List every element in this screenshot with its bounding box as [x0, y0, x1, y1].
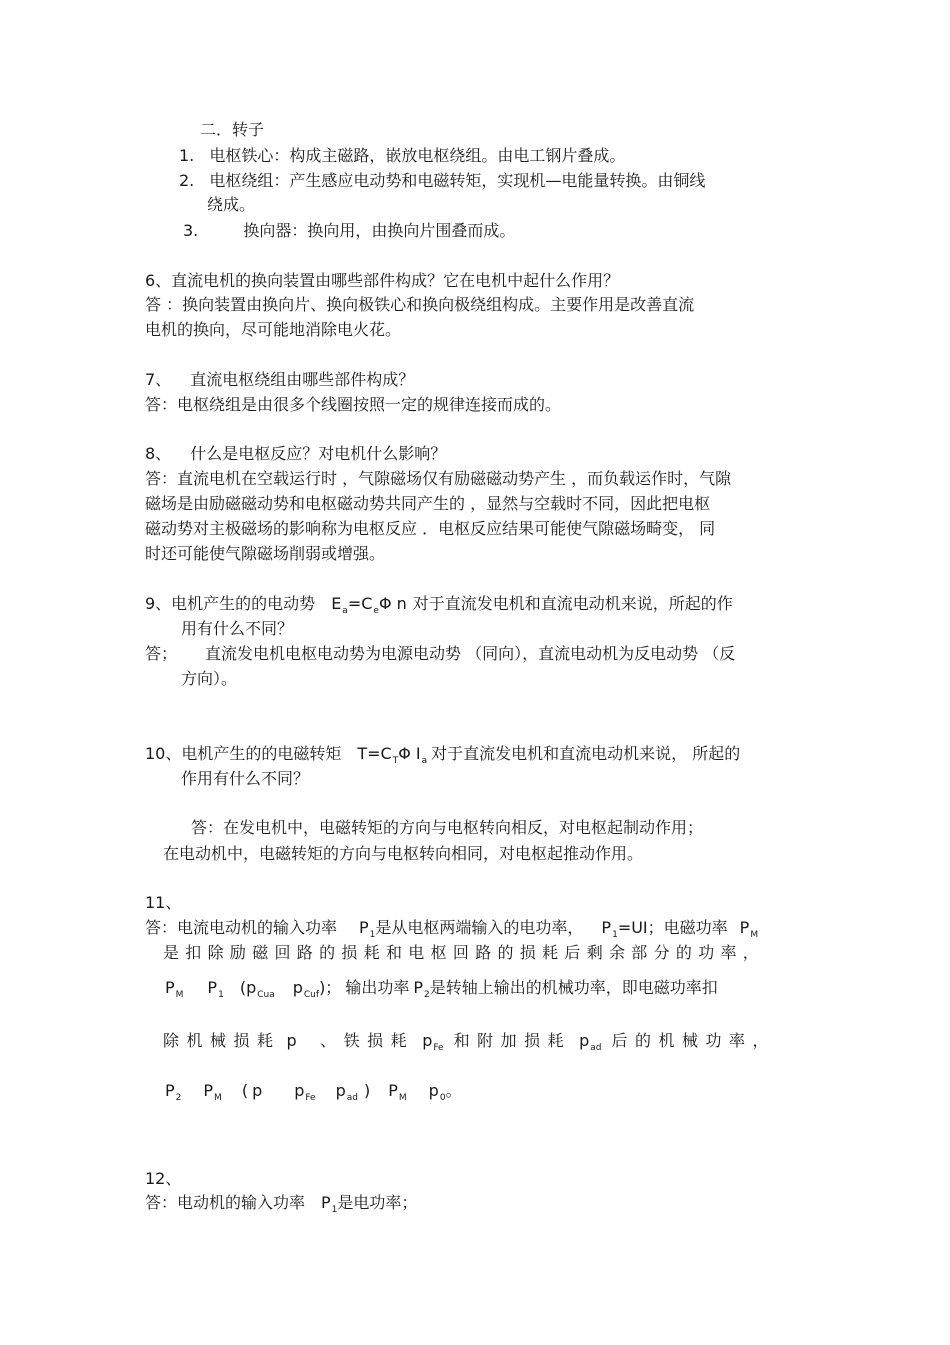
item-number: 3. [183, 221, 199, 240]
question-7 [145, 370, 414, 390]
answer-text: 直流发电机电枢电动势为电源电动势 （同向），直流电动机为反电动势 （反 [205, 644, 736, 663]
item-text: 电枢绕组：产生感应电动势和电磁转矩，实现机—电能量转换。由铜线 [209, 171, 706, 190]
question-text: 什么是电枢反应？对电机什么影响？ [190, 444, 447, 463]
answer-8-line: 磁动势对主极磁场的影响称为电枢反应 ．电枢反应结果可能使气隙磁场畸变， 同 [145, 519, 716, 538]
answer-9-line [145, 644, 735, 664]
question-9 [145, 594, 733, 617]
item-continuation: 绕成。 [207, 195, 256, 214]
answer-11-line: 是扣除励磁回路的损耗和电枢回路的损耗后剩余部分的功率， [163, 943, 766, 962]
item-text: 电枢铁心：构成主磁路，嵌放电枢绕组。由电工钢片叠成。 [209, 146, 626, 165]
answer-label: 答； [145, 644, 178, 663]
symbol-pm: $P_M$ [739, 918, 759, 940]
question-number: 7、 [145, 370, 172, 389]
formula-line: $P_M$ $P_1$ ($p_{Cua}$ $p_{Cuf}$)； 输出功率 $P_2$是转轴上输出的机械功率，即电磁功率扣 [165, 978, 718, 1000]
item-text: 换向器：换向用，由换向片围叠而成。 [243, 221, 516, 240]
list-item [179, 146, 625, 166]
symbol-p1: $P_1$ [321, 1193, 338, 1215]
emf-formula: $E_a=C_e\Phi$ n [331, 594, 407, 616]
question-text: 9、电机产生的的电动势 [145, 594, 316, 613]
section-heading: 二．转子 [200, 120, 265, 139]
question-10-cont: 作用有什么不同？ [181, 769, 310, 788]
answer-8-line: 时还可能使气隙磁场削弱或增强。 [145, 544, 386, 563]
answer-9-line: 方向）。 [181, 669, 238, 688]
formula-line: $P_2$ $P_M$ ( p $p_{Fe}$ $p_{ad}$ ) $P_M$ $p_0$。 [165, 1081, 462, 1103]
question-12-number: 12、 [145, 1169, 182, 1188]
answer-12: 答：电动机的输入功率 $P_1$是电功率； [145, 1193, 418, 1215]
answer-6-line: 答 ：换向装置由换向片、换向极铁心和换向极绕组构成。主要作用是改善直流 [145, 295, 695, 314]
symbol-p1: $P_1$ [359, 918, 376, 940]
question-text: 对于直流发电机和直流电动机来说， 所起的 [431, 744, 741, 763]
symbol-p1-eq: $P_1=UI$；电磁功率 [601, 918, 728, 940]
question-text: 10、电机产生的的电磁转矩 [145, 744, 342, 763]
question-8 [145, 444, 446, 464]
list-item [179, 171, 705, 191]
question-6: 6、直流电机的换向装置由哪些部件构成？它在电机中起什么作用？ [145, 271, 620, 290]
answer-6-line: 电机的换向，尽可能地消除电火花。 [145, 320, 402, 339]
question-11-number: 11、 [145, 893, 182, 912]
question-text: 对于直流发电机和直流电动机来说，所起的作 [412, 594, 733, 613]
answer-8-line: 磁场是由励磁磁动势和电枢磁动势共同产生的 ，显然与空载时不同，因此把电枢 [145, 494, 711, 513]
answer-11-line: 除机械损耗 p 、铁损耗 $p_{Fe}$ 和附加损耗 $p_{ad}$ 后的机械功率， [163, 1031, 776, 1053]
question-number: 8、 [145, 444, 172, 463]
list-item [183, 221, 515, 241]
question-text: 直流电枢绕组由哪些部件构成？ [190, 370, 415, 389]
answer-10-line: 在电动机中，电磁转矩的方向与电枢转向相同，对电枢起推动作用。 [163, 844, 644, 863]
torque-formula: $T=C_T\Phi$ $I_a$ [357, 744, 428, 766]
item-number: 1. [179, 146, 195, 165]
answer-10-line: 答：在发电机中，电磁转矩的方向与电枢转向相反，对电枢起制动作用； [191, 818, 704, 837]
answer-7: 答：电枢绕组是由很多个线圈按照一定的规律连接而成的。 [145, 395, 562, 414]
question-9-cont: 用有什么不同？ [181, 619, 294, 638]
answer-8-line: 答：直流电机在空载运行时 ，气隙磁场仅有励磁磁动势产生 ，而负载运作时，气隙 [145, 469, 732, 488]
item-number: 2. [179, 171, 195, 190]
question-10 [145, 744, 740, 767]
answer-11-line: 答：电流电动机的输入功率 $P_1$是从电枢两端输入的电功率， $P_1=UI$；电磁功率 $P_M$ [145, 918, 759, 940]
